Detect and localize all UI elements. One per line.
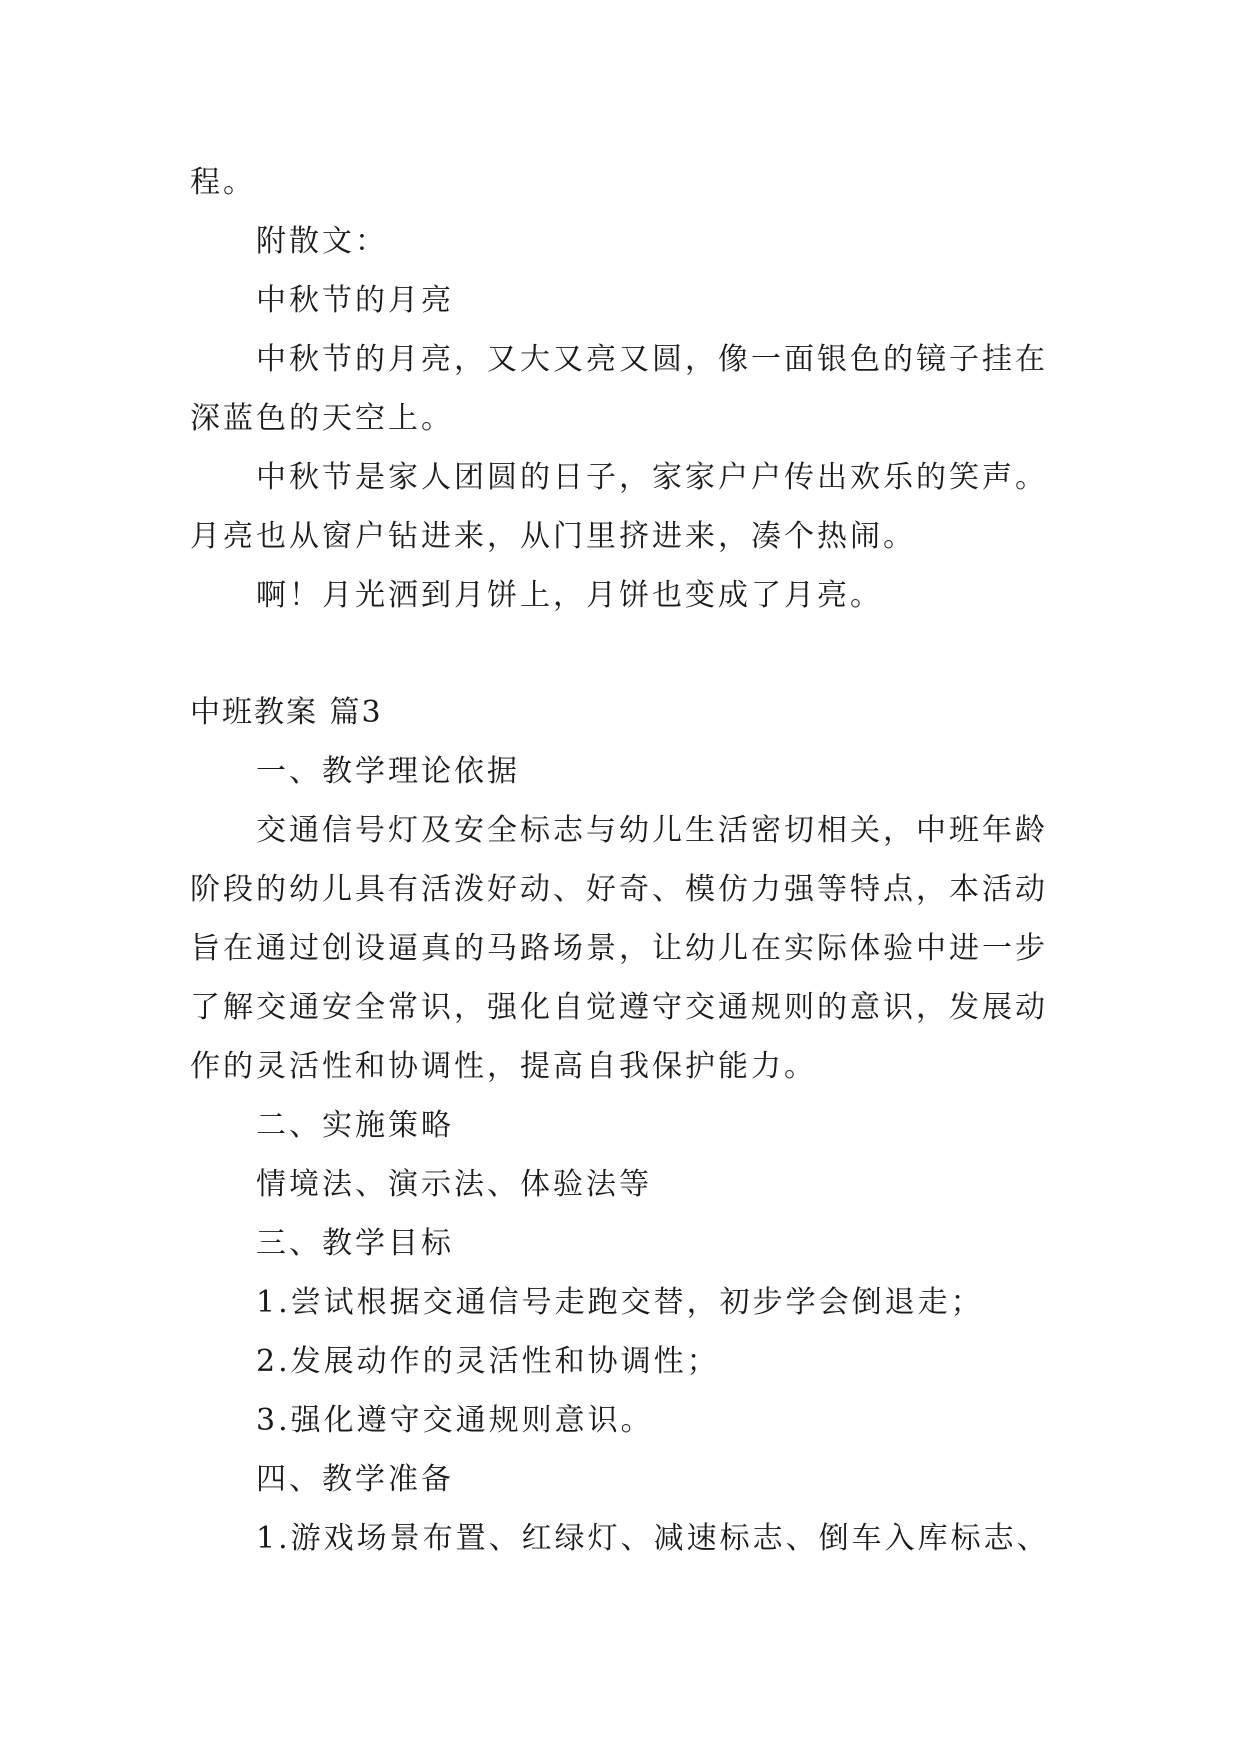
- list-item: 2.发展动作的灵活性和协调性；: [256, 1344, 720, 1379]
- list-item: 1.游戏场景布置、红绿灯、减速标志、倒车入库标志、: [256, 1521, 1050, 1556]
- paragraph-line: 中秋节的月亮，又大又亮又圆，像一面银色的镜子挂在: [256, 342, 1048, 377]
- paragraph-line: 交通信号灯及安全标志与幼儿生活密切相关，中班年龄: [256, 813, 1048, 848]
- paragraph-line: 深蓝色的天空上。: [190, 401, 454, 436]
- subsection-heading: 二、实施策略: [256, 1108, 454, 1143]
- appendix-label: 附散文：: [256, 224, 388, 259]
- paragraph-line: 月亮也从窗户钻进来，从门里挤进来，凑个热闹。: [190, 519, 916, 554]
- paragraph-line: 中秋节是家人团圆的日子，家家户户传出欢乐的笑声。: [256, 460, 1048, 495]
- paragraph-line: 旨在通过创设逼真的马路场景，让幼儿在实际体验中进一步: [190, 931, 1048, 966]
- essay-title: 中秋节的月亮: [256, 283, 454, 318]
- paragraph-line: 程。: [190, 165, 256, 200]
- paragraph-line: 情境法、演示法、体验法等: [256, 1167, 652, 1202]
- paragraph-line: 了解交通安全常识，强化自觉遵守交通规则的意识，发展动: [190, 990, 1048, 1025]
- paragraph-line: 阶段的幼儿具有活泼好动、好奇、模仿力强等特点，本活动: [190, 872, 1048, 907]
- paragraph-line: 作的灵活性和协调性，提高自我保护能力。: [190, 1049, 817, 1084]
- subsection-heading: 一、教学理论依据: [256, 754, 520, 789]
- list-item: 3.强化遵守交通规则意识。: [256, 1403, 654, 1438]
- subsection-heading: 四、教学准备: [256, 1462, 454, 1497]
- paragraph-line: 啊！月光洒到月饼上，月饼也变成了月亮。: [256, 578, 883, 613]
- list-item: 1.尝试根据交通信号走跑交替，初步学会倒退走；: [256, 1285, 984, 1320]
- section-heading: 中班教案 篇3: [190, 695, 383, 730]
- subsection-heading: 三、教学目标: [256, 1226, 454, 1261]
